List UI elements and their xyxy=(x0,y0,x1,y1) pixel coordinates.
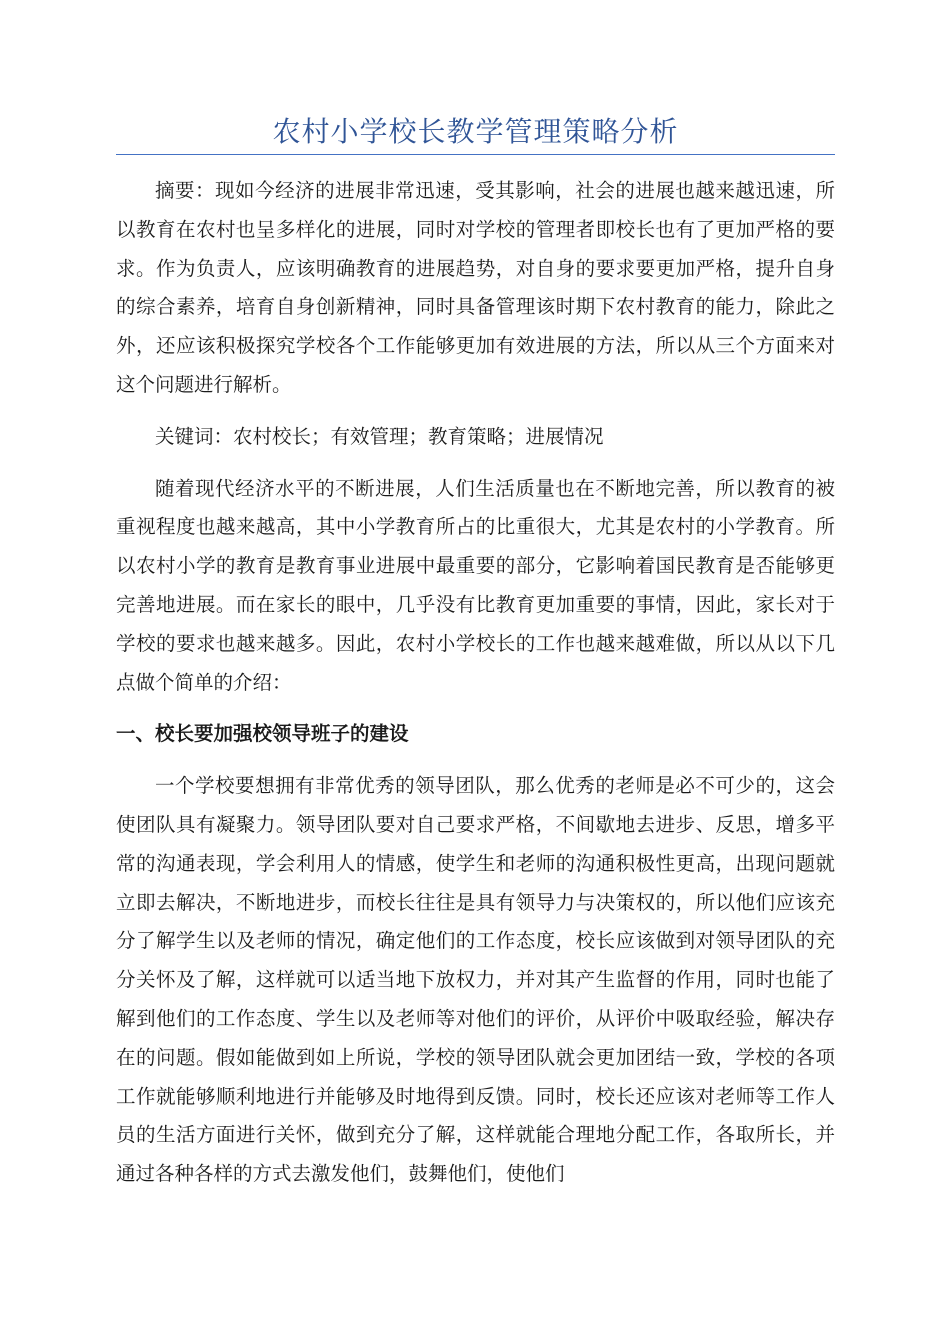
section-paragraph: 一个学校要想拥有非常优秀的领导团队，那么优秀的老师是必不可少的，这会使团队具有凝聚力。领导团队要对自己要求严格，不间歇地去进步、反思，增多平常的沟通表现，学会利用人的情感，使学生和老师的沟通积极性更高，出现问题就立即去解决，不断地进步，而校长往往是具有领导力与决策权的，所以他们应该充分了解学生以及老师的情况，确定他们的工作态度，校长应该做到对领导团队的充分关怀及了解，这样就可以适当地下放权力，并对其产生监督的作用，同时也能了解到他们的工作态度、学生以及老师等对他们的评价，从评价中吸取经验，解决存在的问题。假如能做到如上所说，学校的领导团队就会更加团结一致，学校的各项工作就能够顺利地进行并能够及时地得到反馈。同时，校长还应该对老师等工作人员的生活方面进行关怀，做到充分了解，这样就能合理地分配工作，各取所长，并通过各种各样的方式去激发他们，鼓舞他们，使他们 xyxy=(116,774,835,1186)
document-title: 农村小学校长教学管理策略分析 xyxy=(116,110,835,155)
paragraph-gap xyxy=(116,754,835,767)
paragraph-gap xyxy=(116,702,835,715)
paragraph-gap xyxy=(116,405,835,418)
document-body xyxy=(116,172,835,1194)
section-heading: 一、校长要加强校领导班子的建设 xyxy=(116,722,409,746)
abstract-paragraph: 摘要：现如今经济的进展非常迅速，受其影响，社会的进展也越来越迅速，所以教育在农村也呈多样化的进展，同时对学校的管理者即校长也有了更加严格的要求。作为负责人，应该明确教育的进展趋势，对自身的要求要更加严格，提升自身的综合素养，培育自身创新精神，同时具备管理该时期下农村教育的能力，除此之外，还应该积极探究学校各个工作能够更加有效进展的方法，所以从三个方面来对这个问题进行解析。 xyxy=(116,179,835,396)
title-block xyxy=(116,110,835,155)
intro-paragraph: 随着现代经济水平的不断进展，人们生活质量也在不断地完善，所以教育的被重视程度也越来越高，其中小学教育所占的比重很大，尤其是农村的小学教育。所以农村小学的教育是教育事业进展中最重要的部分，它影响着国民教育是否能够更完善地进展。而在家长的眼中，几乎没有比教育更加重要的事情，因此，家长对于学校的要求也越来越多。因此，农村小学校长的工作也越来越难做，所以从以下几点做个简单的介绍： xyxy=(116,476,835,694)
keywords-paragraph: 关键词：农村校长；有效管理；教育策略；进展情况 xyxy=(155,424,604,448)
paragraph-gap xyxy=(116,457,835,470)
